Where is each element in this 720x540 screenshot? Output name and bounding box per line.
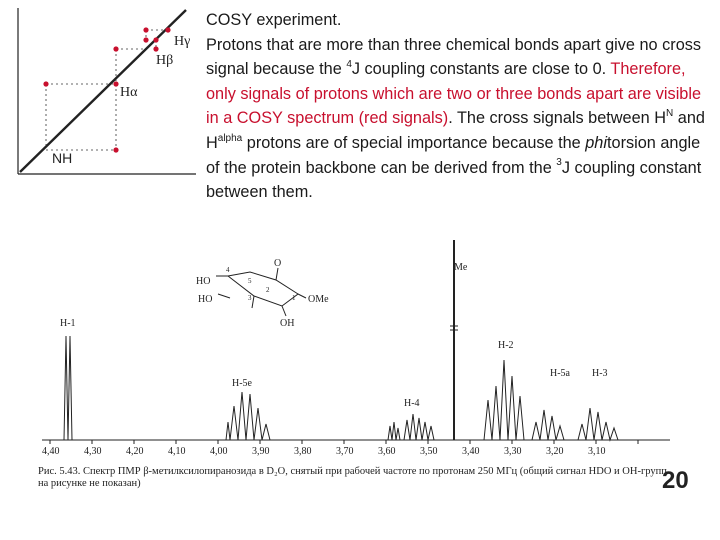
superscript: 4 [346,58,352,70]
tick-label: 4,20 [126,446,144,457]
peak-h5a [532,410,564,440]
peak-h3 [578,408,618,440]
page-number: 20 [662,467,689,494]
mol-ring-o: O [274,258,282,269]
peak-h5e [226,392,270,440]
text-part: J coupling constant between them. [206,158,702,202]
mol-n3: 3 [248,294,252,302]
mol-ho2: HO [198,294,213,305]
tick-label: 4,30 [84,446,102,457]
phi-italic: phi [585,133,607,152]
superscript: N [666,107,674,119]
superscript: alpha [217,132,243,144]
tick-label: 4,10 [168,446,186,457]
tick-label: 4,40 [42,446,60,457]
tick-marks [50,440,638,444]
peak-small [388,422,400,440]
label-h-beta: Hβ [156,53,174,68]
cross-signal [153,37,158,42]
peak-h2 [484,360,524,440]
cross-signal [113,147,118,152]
cross-signal [113,46,118,51]
superscript: 3 [556,157,562,169]
mol-n5: 5 [248,277,252,285]
peak-label-h3: H-3 [592,368,608,379]
peak-label-h2: H-2 [498,340,514,351]
peak-h4 [404,414,434,440]
text-part: . The cross signals between H [448,109,666,128]
tick-label: 3,30 [504,446,522,457]
tick-label: 3,50 [420,446,438,457]
cross-signals [43,27,170,152]
peak-label-h5e: H-5e [232,378,252,389]
text-part: protons are of special importance because the [242,133,586,152]
tick-label: 3,10 [588,446,606,457]
nmr-spectrum [30,236,720,540]
mol-n1: 1 [292,294,296,302]
cross-signal [43,81,48,86]
title: COSY experiment. [206,11,342,29]
label-h-gamma: Hγ [174,34,191,49]
mol-n4: 4 [226,266,230,274]
dotted-guides [46,30,168,150]
description-text [206,8,712,205]
label-h-alpha: Hα [120,85,138,100]
tick-labels [42,446,606,457]
peak-label-h1: H-1 [60,318,76,329]
tick-label: 4,00 [210,446,228,457]
mol-n2: 2 [266,286,270,294]
tick-label: 3,80 [294,446,312,457]
tick-label: 3,20 [546,446,564,457]
text-part: J coupling constants are close to 0. [351,60,611,79]
cross-signal [153,46,158,51]
tick-label: 3,40 [462,446,480,457]
tick-label: 3,60 [378,446,396,457]
mol-ho1: HO [196,276,211,287]
peak-label-me: Me [454,262,468,273]
mol-oh: OH [280,318,295,329]
cross-signal [143,37,148,42]
mol-ome: OMe [308,294,329,305]
text-part: torsion angle of the protein backbone can be derived from the [206,133,701,177]
figure-caption: Рис. 5.43. Спектр ПМР β-метилксилопиранозида в D₂O, снятый при рабочей частоте по протонам 250 МГц (общий сигнал HDO и OH-групп на рисунке не показан) [38,466,667,489]
peak-h1 [64,336,72,440]
label-nh: NH [52,150,73,166]
cross-signal [165,27,170,32]
molecule-structure [216,268,306,316]
tick-label: 3,70 [336,446,354,457]
cross-signal [113,81,118,86]
peak-label-h5a: H-5a [550,368,570,379]
diagonal-line [20,10,186,172]
red-highlight: Therefore, only signals of protons which are two or three bonds apart are visible in a COSY spectrum (red signals) [206,60,702,128]
text-part: and H [206,109,705,152]
tick-label: 3,90 [252,446,270,457]
cross-signal [143,27,148,32]
peak-label-h4: H-4 [404,398,420,409]
cosy-diagram [0,0,200,180]
text-part: Protons that are more than three chemical bonds apart give no cross signal because the [206,35,702,79]
